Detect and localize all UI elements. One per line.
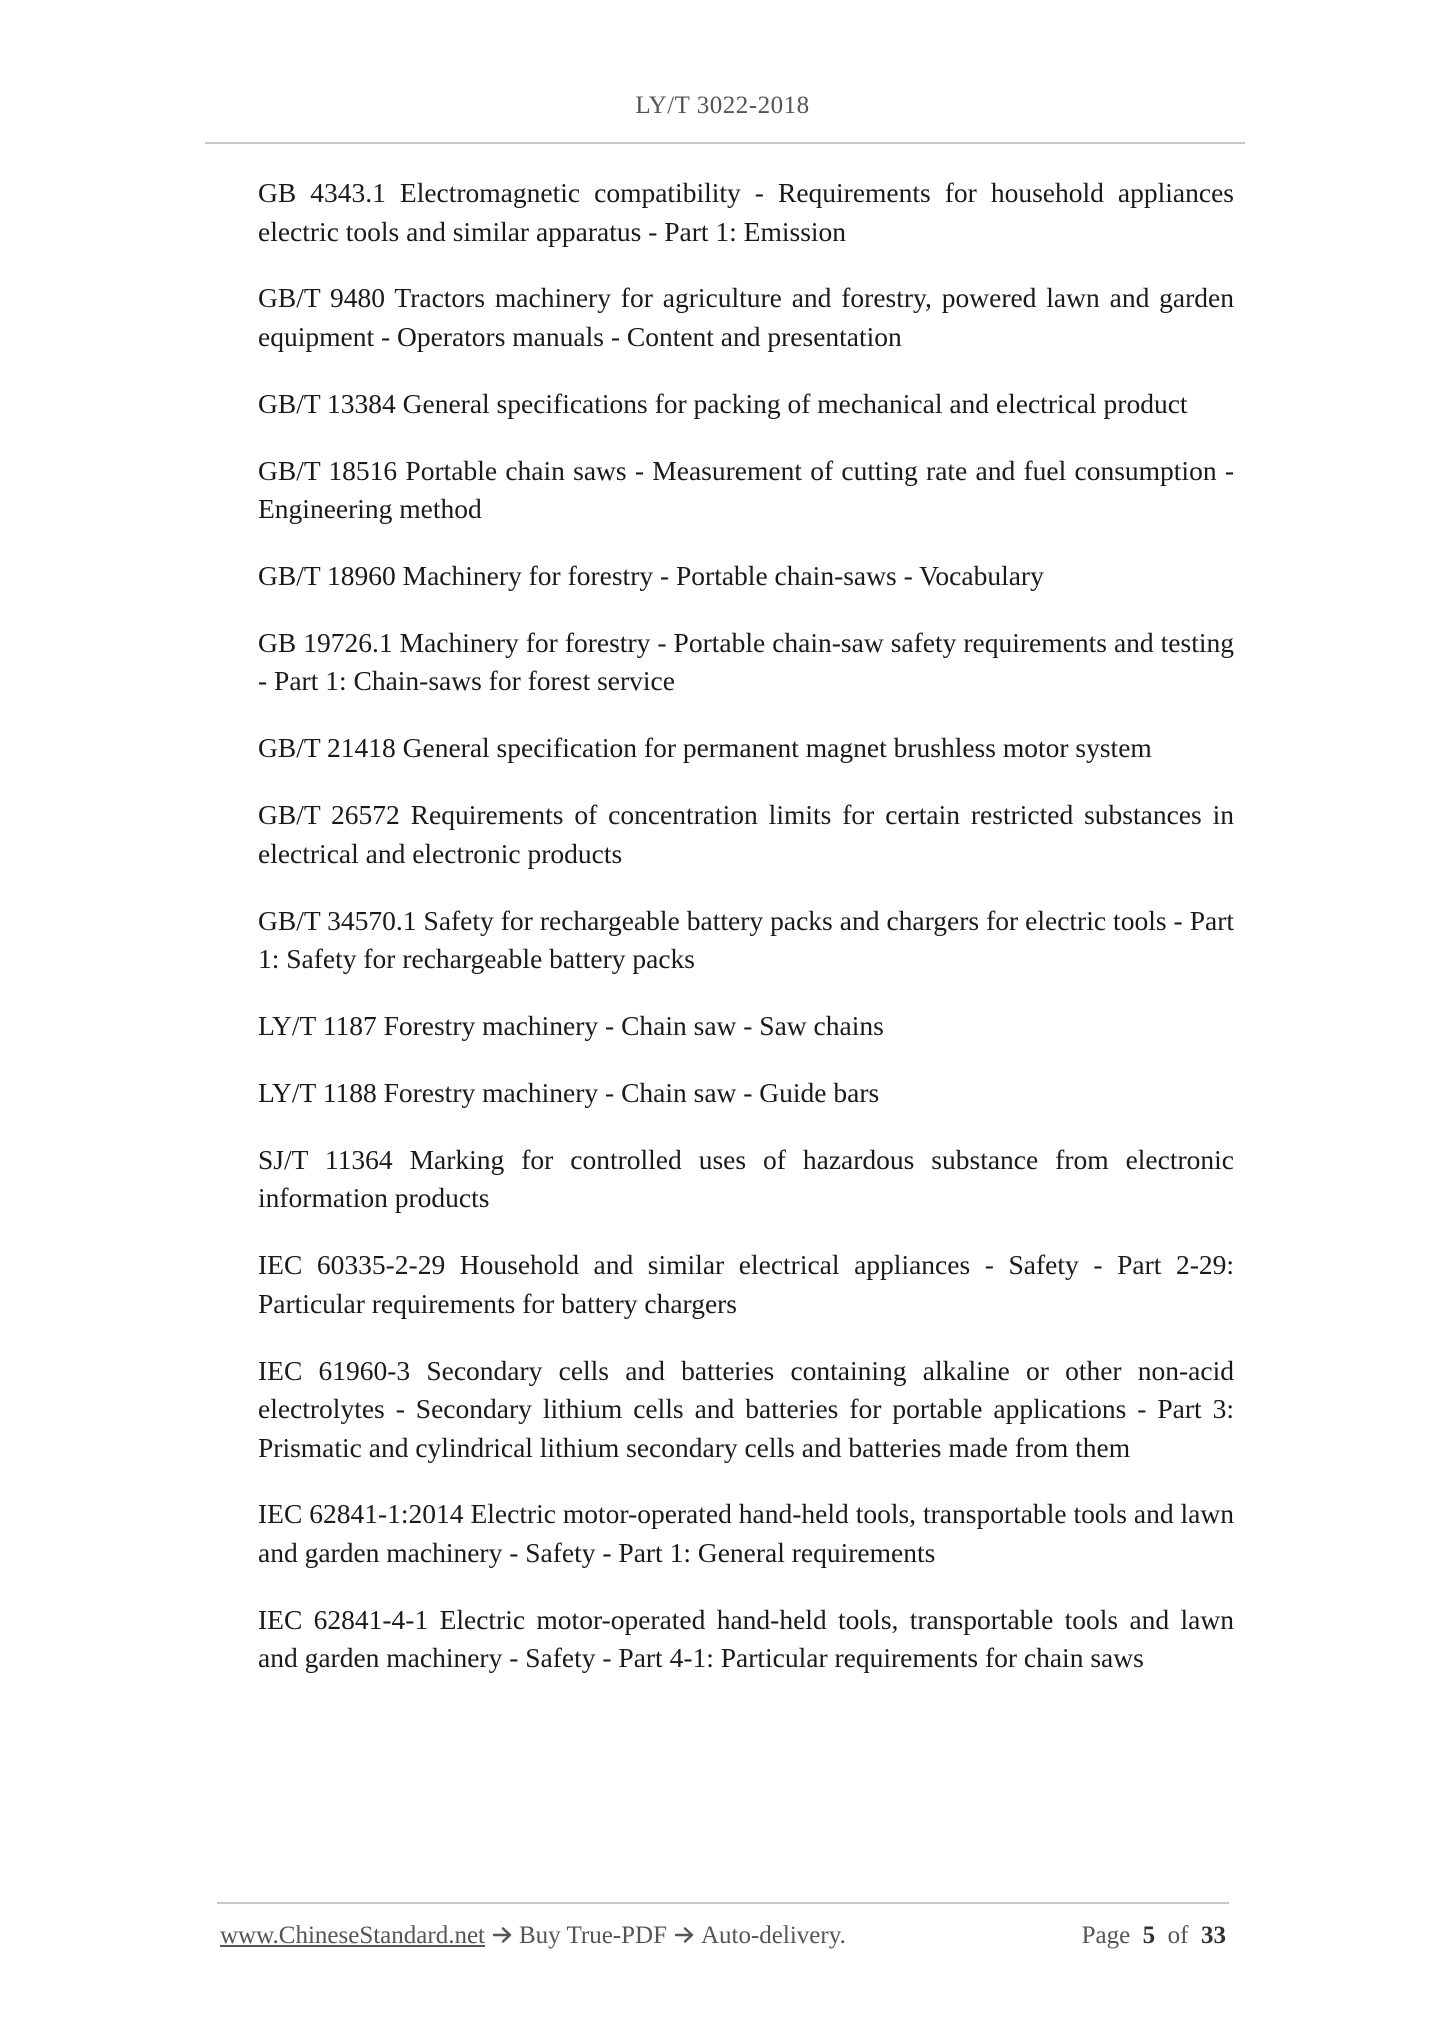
reference-item: GB 4343.1 Electromagnetic compatibility - Requirements for household appliances electric tools and similar apparatus - Part 1: Emission [258,177,1234,247]
reference-item: GB/T 18960 Machinery for forestry - Portable chain-saws - Vocabulary [258,560,1044,592]
reference-item: IEC 62841-4-1 Electric motor-operated hand-held tools, transportable tools and lawn and garden machinery - Safety - Part 4-1: Particular requirements for chain saws [258,1603,1234,1674]
page-label: Page [1081,1922,1131,1949]
reference-item: GB/T 13384 General specifications for packing of mechanical and electrical product [258,387,1188,419]
auto-delivery-text: Auto-delivery. [700,1922,846,1949]
reference-item: GB 19726.1 Machinery for forestry - Portable chain-saw safety requirements and testing - Part 1: Chain-saws for forest service [258,626,1234,697]
reference-item: LY/T 1187 Forestry machinery - Chain saw - Saw chains [258,1010,884,1042]
reference-item: LY/T 1188 Forestry machinery - Chain saw - Guide bars [258,1076,880,1108]
document-header-title: LY/T 3022-2018 [635,92,810,119]
website-link[interactable]: www.ChineseStandard.net [220,1922,485,1949]
header-divider [205,142,1245,144]
reference-item: IEC 60335-2-29 Household and similar electrical appliances - Safety - Part 2-29: Particular requirements for battery chargers [258,1249,1234,1319]
footer-promo [220,1922,846,1950]
reference-item: GB/T 21418 General specification for permanent magnet brushless motor system [258,732,1152,764]
reference-item: GB/T 9480 Tractors machinery for agriculture and forestry, powered lawn and garden equipment - Operators manuals - Content and presentation [258,282,1234,352]
page-footer [220,1922,1226,1958]
page-number [1082,1922,1226,1950]
reference-item: GB/T 26572 Requirements of concentration limits for certain restricted substances in electrical and electronic products [258,799,1234,869]
buy-true-pdf-text: Buy True-PDF [519,1922,667,1949]
right-arrow-icon [493,1923,513,1941]
page-total: 33 [1201,1922,1226,1949]
reference-item: IEC 61960-3 Secondary cells and batteries containing alkaline or other non-acid electrolytes - Secondary lithium cells and batteries for portable applications - Part 3: Prismatic and cylindrical lithium secondary cells and batteries made from them [258,1354,1234,1463]
reference-item: GB/T 34570.1 Safety for rechargeable battery packs and chargers for electric tools - Part 1: Safety for rechargeable battery packs [258,904,1234,975]
page-of-label: of [1167,1922,1189,1949]
reference-item: GB/T 18516 Portable chain saws - Measurement of cutting rate and fuel consumption - Engineering method [258,454,1234,525]
right-arrow-icon [675,1923,695,1941]
footer-divider [217,1902,1229,1904]
reference-item: IEC 62841-1:2014 Electric motor-operated hand-held tools, transportable tools and lawn and garden machinery - Safety - Part 1: General requirements [258,1498,1234,1568]
page-current: 5 [1142,1922,1156,1949]
normative-references-list [258,174,1234,1706]
reference-item: SJ/T 11364 Marking for controlled uses of hazardous substance from electronic information products [258,1143,1234,1214]
